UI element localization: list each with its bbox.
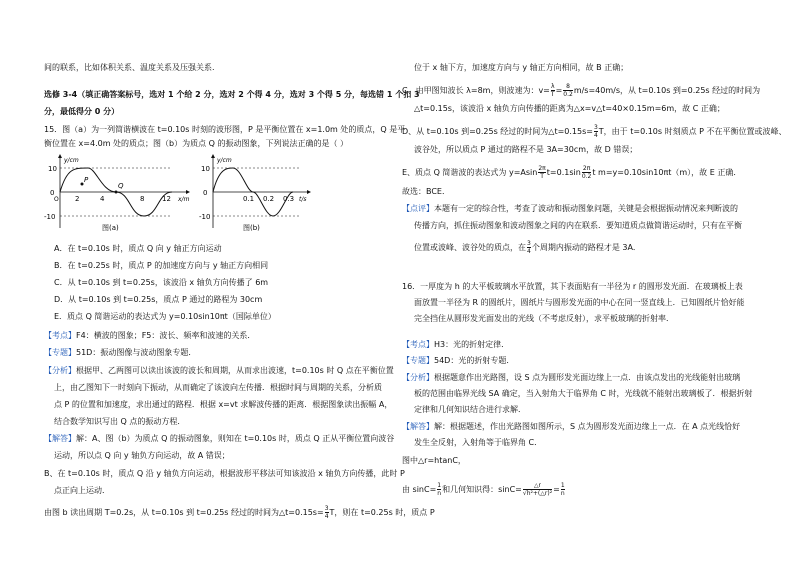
fenxi-line2: 板的范围由临界光线 SA 确定，当入射角大于临界角 C 时，光线就不能射出玻璃板了．根据折射 bbox=[414, 389, 753, 398]
fraction-denominator: 0.2 bbox=[563, 91, 573, 98]
fraction bbox=[523, 482, 552, 497]
axis-label: t/s bbox=[299, 196, 307, 203]
zhuanti-tag: 【专题】 bbox=[44, 348, 76, 357]
text-line bbox=[402, 165, 741, 180]
text-segment: 由 sinC= bbox=[402, 485, 437, 494]
text-segment: 和几何知识得：sinC= bbox=[442, 485, 522, 494]
fraction-denominator: 0.2 bbox=[581, 173, 592, 180]
jieda-line1 bbox=[402, 421, 740, 433]
fenxi-tag: 【分析】 bbox=[44, 366, 76, 375]
fraction bbox=[563, 83, 573, 98]
text-segment: 个周期内振动的路程才是 3A． bbox=[531, 243, 641, 252]
tick-label: 0.2 bbox=[263, 195, 275, 203]
wave-graph-a bbox=[44, 154, 194, 234]
text-line bbox=[402, 83, 760, 98]
option-b: B．在 t=0.25s 时，质点 P 的加速度方向与 y 轴正方向相同 bbox=[54, 261, 269, 270]
zhuanti-tag: 【专题】 bbox=[402, 356, 434, 365]
figure-caption: 图(a) bbox=[102, 224, 119, 232]
fenxi-line4: 结合数学知识写出 Q 点的振动方程． bbox=[54, 417, 186, 426]
fraction-denominator: 4 bbox=[527, 248, 531, 255]
option-a: A．在 t=0.10s 时，质点 Q 向 y 轴正方向运动 bbox=[54, 244, 222, 253]
jieda-line1 bbox=[44, 433, 394, 445]
axis-label: x/m bbox=[178, 196, 190, 203]
fraction bbox=[561, 482, 565, 497]
jieda-tag: 【解答】 bbox=[402, 422, 434, 431]
zhuanti-line bbox=[402, 355, 514, 367]
zhuanti-line bbox=[44, 347, 196, 359]
fenxi-line2: 上，由乙图知下一时刻向下振动，从而确定了该波向左传播．根据时间与周期的关系，分析质 bbox=[54, 383, 382, 392]
jieda-line2: 发生全反射，入射角等于临界角 C． bbox=[414, 438, 543, 447]
text-segment: 由图 b 读出周期 T=0.2s，从 t=0.10s 到 t=0.25s 经过的时间为△t=0.15s= bbox=[44, 508, 324, 517]
text-segment: t m=y=0.10sin10πt（m），故 E 正确． bbox=[592, 168, 742, 177]
option-d: D．从 t=0.10s 到 t=0.25s，质点 P 通过的路程为 30cm bbox=[54, 295, 263, 304]
question-16-line1: 16．一厚度为 h 的大平板玻璃水平放置，其下表面贴有一半径为 r 的圆形发光面．在玻璃板上表 bbox=[402, 282, 743, 291]
tick-label: -10 bbox=[199, 213, 211, 221]
axis-label: y/cm bbox=[217, 157, 232, 164]
text-segment: E、质点 Q 简谐波的表达式为 y=Asin bbox=[402, 168, 538, 177]
section-heading: 选修 3-4（填正确答案标号，选对 1 个给 2 分，选对 2 个得 4 分，选对 3 个得 5 分，每选错 1 个扣 3 bbox=[44, 90, 420, 99]
fenxi-line1 bbox=[402, 372, 740, 384]
tick-label: 0 bbox=[50, 189, 55, 197]
text-segment: D、从 t=0.10s 到=0.25s 经过的时间为△t=0.15s= bbox=[402, 127, 593, 136]
question-15-line1: 15．图（a）为一列简谐横波在 t=0.10s 时刻的波形图，P 是平衡位置在 x=1.0m 处的质点，Q 是平 bbox=[44, 125, 406, 134]
text-segment: C、由甲图知波长 λ=8m，则波速为：v= bbox=[402, 86, 550, 95]
fraction-denominator: n bbox=[437, 490, 442, 497]
answer-line: 故选：BCE． bbox=[402, 187, 450, 196]
jieda-line2: 运动，所以点 Q 向 y 轴负方向运动，故 A 错误； bbox=[54, 451, 230, 460]
jieda-line3: B、在 t=0.10s 时，质点 Q 沿 y 轴负方向运动，根据波形平移法可知该波沿 x 轴负方向传播，此时 P bbox=[44, 469, 405, 478]
fraction bbox=[437, 482, 441, 497]
option-c: C．从 t=0.10s 到 t=0.25s，该波沿 x 轴负方向传播了 6m bbox=[54, 278, 269, 287]
fraction-numerator: 8 bbox=[563, 83, 573, 91]
fraction-numerator: △r bbox=[523, 482, 552, 490]
jieda-line4 bbox=[402, 482, 566, 497]
fraction-denominator: 4 bbox=[324, 513, 329, 520]
fenxi-text: 根据题意作出光路图，设 S 点为圆形发光面边缘上一点．由该点发出的光线能射出玻璃 bbox=[434, 373, 741, 382]
tick-label: 10 bbox=[48, 165, 57, 173]
kaodian-line bbox=[402, 339, 509, 351]
jieda-tag: 【解答】 bbox=[44, 434, 76, 443]
fenxi-line1 bbox=[44, 365, 394, 377]
tick-label: 0.3 bbox=[283, 195, 295, 203]
kaodian-text: F4：横波的图象；F5：波长、频率和波速的关系． bbox=[76, 331, 256, 340]
fraction-numerator: 1 bbox=[437, 482, 442, 489]
figure-caption: 图(b) bbox=[243, 224, 260, 232]
question-15-line2: 衡位置在 x=4.0m 处的质点；图（b）为质点 Q 的振动图象，下列说法正确的是（ ） bbox=[44, 139, 349, 148]
text-line: 位于 x 轴下方，加速度方向与 y 轴正方向相同，故 B 正确； bbox=[414, 63, 629, 72]
fenxi-text: 根据甲、乙两图可以读出该波的波长和周期，从而求出波速，t=0.10s 时 Q 点在平衡位置 bbox=[76, 366, 394, 375]
origin-label: O bbox=[54, 196, 59, 203]
text-line: △t=0.15s，该波沿 x 轴负方向传播的距离为△x=v△t=40×0.15m=6m，故 C 正确； bbox=[414, 104, 725, 113]
fraction-denominator: T bbox=[540, 173, 544, 180]
tick-label: 0 bbox=[203, 189, 208, 197]
tick-label: 8 bbox=[140, 195, 145, 203]
jieda-line3: 图中△r=htanC， bbox=[402, 456, 466, 465]
tick-label: -10 bbox=[44, 213, 56, 221]
fraction bbox=[594, 124, 598, 139]
axis-label: y/cm bbox=[64, 157, 79, 164]
fenxi-line3: 点 P 的位置和加速度，求出通过的路程．根据 x=vt 求解波传播的距离．根据图象读出振幅 A， bbox=[54, 400, 393, 409]
fraction-numerator: 1 bbox=[560, 482, 565, 489]
fraction bbox=[551, 83, 555, 98]
jieda-line4: 点正向上运动． bbox=[54, 486, 110, 495]
tick-label: 4 bbox=[100, 195, 105, 203]
text-segment: T，由于 t=0.10s 时刻质点 P 不在平衡位置或波峰、 bbox=[598, 127, 787, 136]
fraction bbox=[538, 165, 545, 180]
fraction-denominator: n bbox=[560, 490, 565, 497]
text-line: 波谷处，所以质点 P 通过的路程不是 3A=30cm，故 D 错误； bbox=[414, 145, 638, 154]
kaodian-tag: 【考点】 bbox=[44, 331, 76, 340]
tick-label: 2 bbox=[75, 195, 80, 203]
dianping-line2: 传播方向，抓住振动图象和波动图象之间的内在联系．要知道质点做简谐运动时，只有在平衡 bbox=[414, 221, 742, 230]
vibration-graph-b bbox=[199, 154, 314, 234]
text-segment: m/s=40m/s，从 t=0.10s 到=0.25s 经过的时间为 bbox=[573, 86, 761, 95]
tick-label: 10 bbox=[201, 165, 210, 173]
dianping-line1 bbox=[402, 203, 738, 215]
point-label: Q bbox=[118, 182, 124, 190]
text-line bbox=[402, 124, 787, 139]
fenxi-tag: 【分析】 bbox=[402, 373, 434, 382]
question-16-line2: 面放置一半径为 R 的圆纸片，圆纸片与圆形发光面的中心在同一竖直线上．已知圆纸片恰好能 bbox=[414, 298, 745, 307]
fraction-numerator: λ bbox=[550, 83, 555, 90]
tick-label: 0.1 bbox=[243, 195, 255, 203]
text-line: 间的联系，比如体积关系、温度关系及压强关系. bbox=[44, 63, 215, 72]
fraction-numerator: 2π bbox=[582, 165, 591, 172]
kaodian-text: H3：光的折射定律． bbox=[434, 340, 510, 349]
zhuanti-text: 54D：光的折射专题． bbox=[434, 356, 515, 365]
option-e: E．质点 Q 简谐运动的表达式为 y=0.10sin10πt（国际单位） bbox=[54, 312, 276, 321]
text-segment: 位置或波峰、波谷处的质点，在 bbox=[414, 243, 526, 252]
dianping-line3 bbox=[414, 240, 641, 255]
kaodian-line bbox=[44, 330, 255, 342]
fraction bbox=[582, 165, 592, 180]
fraction-denominator: 4 bbox=[593, 132, 598, 139]
fenxi-line3: 定律和几何知识结合进行求解． bbox=[414, 405, 526, 414]
text-segment: T，则在 t=0.25s 时，质点 P bbox=[329, 508, 435, 517]
fraction-denominator: T bbox=[550, 91, 555, 98]
text-segment: t=0.1sin bbox=[546, 168, 581, 177]
fraction-numerator: 3 bbox=[324, 505, 329, 512]
fraction-numerator: 2π bbox=[538, 165, 546, 172]
tick-label: 12 bbox=[162, 195, 171, 203]
jieda-text: 解：根据题述，作出光路图如图所示，S 点为圆形发光面边缘上一点．在 A 点光线恰好 bbox=[434, 422, 741, 431]
fraction-denominator: √h²+(△r)² bbox=[522, 490, 553, 497]
text-segment: = bbox=[555, 86, 563, 95]
jieda-text: 解：A、图（b）为质点 Q 的振动图象，则知在 t=0.10s 时，质点 Q 正从平衡位置向波谷 bbox=[76, 434, 395, 443]
kaodian-tag: 【考点】 bbox=[402, 340, 434, 349]
zhuanti-text: 51D：振动图像与波动图象专题． bbox=[76, 348, 197, 357]
question-16-line3: 完全挡住从圆形发光面发出的光线（不考虑反射），求平板玻璃的折射率． bbox=[414, 314, 674, 323]
section-heading-cont: 分，最低得分 0 分） bbox=[44, 107, 120, 116]
dianping-text: 本题有一定的综合性，考查了波动和振动图象问题，关键是会根据振动情况来判断波的 bbox=[434, 204, 738, 213]
text-segment: = bbox=[553, 485, 560, 494]
jieda-line5 bbox=[44, 505, 435, 520]
fraction bbox=[527, 240, 531, 255]
fraction bbox=[325, 505, 329, 520]
fraction-numerator: 3 bbox=[527, 240, 531, 247]
point-label: P bbox=[84, 176, 89, 184]
fraction-numerator: 3 bbox=[593, 124, 598, 131]
dianping-tag: 【点评】 bbox=[402, 204, 434, 213]
